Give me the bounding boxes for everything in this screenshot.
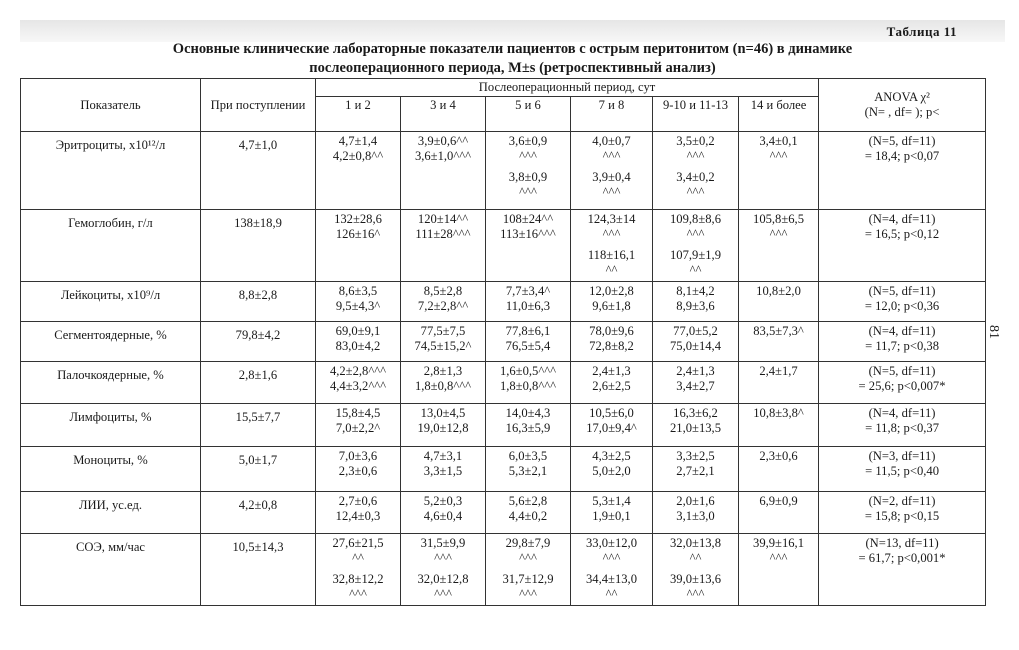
day-value-cell bbox=[739, 210, 819, 282]
day-value-cell bbox=[571, 132, 653, 210]
day-value-cell bbox=[739, 362, 819, 404]
admission-value: 4,2±0,8 bbox=[201, 492, 316, 534]
day-value-cell bbox=[739, 322, 819, 362]
value-line: 1,8±0,8^^^ bbox=[499, 379, 557, 393]
value-line: 2,8±1,3 bbox=[423, 364, 463, 378]
value-line: 4,3±2,5 bbox=[592, 449, 631, 463]
admission-value: 15,5±7,7 bbox=[201, 404, 316, 447]
day-value-cell bbox=[401, 132, 486, 210]
day-value-cell bbox=[316, 447, 401, 492]
value-line: 32,0±12,8 bbox=[417, 572, 469, 586]
anova-cell bbox=[819, 447, 986, 492]
day-value-cell bbox=[571, 404, 653, 447]
value-line: 21,0±13,5 bbox=[670, 421, 721, 435]
value-line: 5,3±2,1 bbox=[508, 464, 548, 478]
value-line: ^^^ bbox=[434, 551, 452, 565]
day-value-cell bbox=[316, 282, 401, 322]
value-line: ^^^ bbox=[686, 227, 705, 241]
day-value-cell bbox=[653, 534, 739, 606]
anova-line: = 15,8; p<0,15 bbox=[864, 509, 940, 523]
value-line: 76,5±5,4 bbox=[505, 339, 551, 353]
anova-line: = 61,7; p<0,001* bbox=[858, 551, 946, 565]
value-line: ^^^ bbox=[434, 587, 452, 601]
anova-line: (N=5, df=11) bbox=[868, 134, 936, 148]
header-day-6: 14 и более bbox=[739, 97, 819, 132]
value-line: 32,0±13,8 bbox=[670, 536, 721, 550]
value-line: ^^ bbox=[605, 263, 618, 277]
value-line: 3,8±0,9 bbox=[508, 170, 548, 184]
day-value-cell bbox=[571, 492, 653, 534]
day-value-cell bbox=[401, 447, 486, 492]
value-line: 5,2±0,3 bbox=[423, 494, 463, 508]
value-line: 4,2±2,8^^^ bbox=[329, 364, 387, 378]
value-line: 77,8±6,1 bbox=[505, 324, 551, 338]
value-line: 3,4±2,7 bbox=[676, 379, 715, 393]
value-line: 17,0±9,4^ bbox=[586, 421, 637, 435]
value-line: 109,8±8,6 bbox=[670, 212, 721, 226]
value-line: ^^^ bbox=[769, 227, 788, 241]
value-line: 74,5±15,2^ bbox=[414, 339, 472, 353]
value-line: 2,3±0,6 bbox=[338, 464, 378, 478]
value-line: 19,0±12,8 bbox=[417, 421, 469, 435]
day-value-cell bbox=[653, 322, 739, 362]
admission-value: 4,7±1,0 bbox=[201, 132, 316, 210]
value-line: 16,3±5,9 bbox=[505, 421, 551, 435]
value-line: 77,5±7,5 bbox=[420, 324, 466, 338]
anova-line: (N=5, df=11) bbox=[868, 284, 936, 298]
table-row bbox=[21, 492, 986, 534]
value-line: 16,3±6,2 bbox=[673, 406, 718, 420]
value-line: 7,7±3,4^ bbox=[505, 284, 551, 298]
table-row bbox=[21, 362, 986, 404]
anova-line: = 16,5; p<0,12 bbox=[864, 227, 940, 241]
anova-line: = 12,0; p<0,36 bbox=[864, 299, 940, 313]
day-value-cell bbox=[316, 132, 401, 210]
anova-line: = 11,5; p<0,40 bbox=[865, 464, 939, 478]
day-value-cell bbox=[653, 362, 739, 404]
value-line: 111±28^^^ bbox=[415, 227, 471, 241]
value-line: 120±14^^ bbox=[417, 212, 469, 226]
day-value-cell bbox=[401, 404, 486, 447]
anova-line: (N=4, df=11) bbox=[868, 406, 936, 420]
anova-line: (N=5, df=11) bbox=[868, 364, 936, 378]
value-line: 10,8±2,0 bbox=[756, 284, 801, 298]
value-line: 4,7±1,4 bbox=[338, 134, 378, 148]
scan-shade-band bbox=[20, 20, 1005, 42]
day-value-cell bbox=[653, 132, 739, 210]
day-value-cell bbox=[401, 322, 486, 362]
day-value-cell bbox=[739, 282, 819, 322]
table-title bbox=[20, 40, 1005, 78]
day-value-cell bbox=[653, 447, 739, 492]
value-line: 2,6±2,5 bbox=[592, 379, 631, 393]
header-day-2: 3 и 4 bbox=[401, 97, 486, 132]
header-anova bbox=[819, 79, 986, 132]
admission-value: 8,8±2,8 bbox=[201, 282, 316, 322]
value-line: 5,3±1,4 bbox=[592, 494, 631, 508]
day-value-cell bbox=[486, 210, 571, 282]
table-row bbox=[21, 132, 986, 210]
indicator-name: Палочкоядерные, % bbox=[21, 362, 201, 404]
value-line: 126±16^ bbox=[335, 227, 381, 241]
indicator-name: ЛИИ, ус.ед. bbox=[21, 492, 201, 534]
value-line: 3,6±1,0^^^ bbox=[414, 149, 472, 163]
anova-line: = 11,7; p<0,38 bbox=[865, 339, 939, 353]
day-value-cell bbox=[486, 282, 571, 322]
value-line: 8,5±2,8 bbox=[423, 284, 463, 298]
value-line: ^^^ bbox=[349, 587, 367, 601]
day-value-cell bbox=[739, 132, 819, 210]
value-line: 3,9±0,6^^ bbox=[417, 134, 469, 148]
value-line: 10,8±3,8^ bbox=[753, 406, 804, 420]
value-line: 9,6±1,8 bbox=[592, 299, 631, 313]
value-line: 31,5±9,9 bbox=[420, 536, 466, 550]
indicator-name: СОЭ, мм/час bbox=[21, 534, 201, 606]
day-value-cell bbox=[571, 322, 653, 362]
value-line: 124,3±14 bbox=[587, 212, 636, 226]
value-line: 108±24^^ bbox=[502, 212, 554, 226]
value-line: ^^^ bbox=[519, 185, 537, 199]
day-value-cell bbox=[571, 210, 653, 282]
day-value-cell bbox=[486, 534, 571, 606]
title-line-1: Основные клинические лабораторные показатели пациентов с острым перитонитом (n=46) в динамике bbox=[172, 41, 853, 57]
value-line: 7,0±3,6 bbox=[338, 449, 378, 463]
anova-cell bbox=[819, 282, 986, 322]
day-value-cell bbox=[571, 282, 653, 322]
value-line: 3,6±0,9 bbox=[508, 134, 548, 148]
value-line: ^^^ bbox=[519, 587, 537, 601]
day-value-cell bbox=[316, 492, 401, 534]
value-line: 7,2±2,8^^ bbox=[417, 299, 469, 313]
value-line: ^^ bbox=[352, 551, 364, 565]
day-value-cell bbox=[486, 322, 571, 362]
header-indicator: Показатель bbox=[21, 79, 201, 132]
value-line: 12,0±2,8 bbox=[589, 284, 634, 298]
indicator-name: Лейкоциты, х10⁹/л bbox=[21, 282, 201, 322]
anova-cell bbox=[819, 322, 986, 362]
day-value-cell bbox=[401, 362, 486, 404]
anova-cell bbox=[819, 492, 986, 534]
admission-value: 2,8±1,6 bbox=[201, 362, 316, 404]
day-value-cell bbox=[316, 404, 401, 447]
anova-cell bbox=[819, 404, 986, 447]
day-value-cell bbox=[401, 210, 486, 282]
table-row bbox=[21, 210, 986, 282]
value-line: 8,1±4,2 bbox=[676, 284, 715, 298]
value-line: 11,0±6,3 bbox=[505, 299, 551, 313]
anova-line: (N=4, df=11) bbox=[868, 212, 936, 226]
value-line: 2,7±0,6 bbox=[338, 494, 378, 508]
day-value-cell bbox=[316, 362, 401, 404]
value-line: 32,8±12,2 bbox=[332, 572, 384, 586]
day-value-cell bbox=[739, 492, 819, 534]
value-line: ^^ bbox=[689, 263, 702, 277]
value-line: 6,0±3,5 bbox=[508, 449, 548, 463]
value-line: 72,8±8,2 bbox=[589, 339, 634, 353]
value-line: 5,0±2,0 bbox=[592, 464, 631, 478]
value-line: 39,0±13,6 bbox=[670, 572, 721, 586]
header-day-3: 5 и 6 bbox=[486, 97, 571, 132]
value-line: 3,3±2,5 bbox=[676, 449, 715, 463]
day-value-cell bbox=[653, 492, 739, 534]
value-line: 12,4±0,3 bbox=[335, 509, 381, 523]
header-admission: При поступлении bbox=[201, 79, 316, 132]
header-day-5: 9-10 и 11-13 bbox=[653, 97, 739, 132]
value-line: ^^^ bbox=[602, 551, 621, 565]
value-line: 9,5±4,3^ bbox=[335, 299, 381, 313]
value-line: 15,8±4,5 bbox=[335, 406, 381, 420]
anova-cell bbox=[819, 362, 986, 404]
value-line: 2,0±1,6 bbox=[676, 494, 715, 508]
indicator-name: Лимфоциты, % bbox=[21, 404, 201, 447]
header-day-4: 7 и 8 bbox=[571, 97, 653, 132]
value-line: 2,7±2,1 bbox=[676, 464, 715, 478]
table-row bbox=[21, 282, 986, 322]
value-line: 13,0±4,5 bbox=[420, 406, 466, 420]
value-line: 4,7±3,1 bbox=[423, 449, 463, 463]
value-line: ^^^ bbox=[602, 185, 621, 199]
value-line: 7,0±2,2^ bbox=[335, 421, 381, 435]
value-line: ^^^ bbox=[519, 551, 537, 565]
day-value-cell bbox=[401, 282, 486, 322]
anova-line: = 18,4; p<0,07 bbox=[864, 149, 940, 163]
day-value-cell bbox=[653, 210, 739, 282]
indicator-name: Эритроциты, х10¹²/л bbox=[21, 132, 201, 210]
day-value-cell bbox=[486, 132, 571, 210]
day-value-cell bbox=[316, 534, 401, 606]
value-line: ^^^ bbox=[769, 149, 788, 163]
value-line: ^^^ bbox=[769, 551, 788, 565]
title-line-2: послеоперационного периода, M±s (ретроспективный анализ) bbox=[309, 60, 716, 76]
value-line: 113±16^^^ bbox=[500, 227, 556, 241]
value-line: ^^ bbox=[605, 587, 618, 601]
day-value-cell bbox=[486, 492, 571, 534]
value-line: 3,5±0,2 bbox=[676, 134, 715, 148]
header-postop-period: Послеоперационный период, сут bbox=[316, 79, 819, 97]
value-line: 2,3±0,6 bbox=[759, 449, 798, 463]
value-line: ^^^ bbox=[686, 587, 705, 601]
anova-cell bbox=[819, 534, 986, 606]
value-line: 34,4±13,0 bbox=[586, 572, 637, 586]
value-line: 83,5±7,3^ bbox=[753, 324, 804, 338]
value-line: 105,8±6,5 bbox=[753, 212, 805, 226]
indicator-name: Гемоглобин, г/л bbox=[21, 210, 201, 282]
anova-cell bbox=[819, 132, 986, 210]
day-value-cell bbox=[316, 322, 401, 362]
value-line: 83,0±4,2 bbox=[335, 339, 381, 353]
table-row bbox=[21, 322, 986, 362]
day-value-cell bbox=[739, 404, 819, 447]
value-line: 3,4±0,2 bbox=[676, 170, 715, 184]
value-line: 39,9±16,1 bbox=[753, 536, 805, 550]
admission-value: 79,8±4,2 bbox=[201, 322, 316, 362]
value-line: 77,0±5,2 bbox=[673, 324, 718, 338]
value-line: ^^^ bbox=[519, 149, 537, 163]
value-line: 3,1±3,0 bbox=[676, 509, 715, 523]
header-anova-line1: ANOVA χ² bbox=[874, 90, 930, 104]
day-value-cell bbox=[486, 447, 571, 492]
day-value-cell bbox=[401, 492, 486, 534]
value-line: 3,4±0,1 bbox=[759, 134, 798, 148]
value-line: 4,0±0,7 bbox=[592, 134, 631, 148]
header-day-1: 1 и 2 bbox=[316, 97, 401, 132]
day-value-cell bbox=[571, 362, 653, 404]
value-line: 8,6±3,5 bbox=[338, 284, 378, 298]
value-line: 27,6±21,5 bbox=[332, 536, 384, 550]
value-line: ^^^ bbox=[686, 185, 705, 199]
day-value-cell bbox=[316, 210, 401, 282]
day-value-cell bbox=[486, 362, 571, 404]
value-line: 1,9±0,1 bbox=[592, 509, 631, 523]
value-line: 2,4±1,7 bbox=[759, 364, 798, 378]
value-line: 2,4±1,3 bbox=[592, 364, 631, 378]
anova-line: = 11,8; p<0,37 bbox=[865, 421, 939, 435]
value-line: 78,0±9,6 bbox=[589, 324, 634, 338]
value-line: 2,4±1,3 bbox=[676, 364, 715, 378]
value-line: 4,4±0,2 bbox=[508, 509, 548, 523]
value-line: ^^ bbox=[689, 551, 702, 565]
value-line: 6,9±0,9 bbox=[759, 494, 798, 508]
table-row bbox=[21, 447, 986, 492]
value-line: 4,2±0,8^^ bbox=[332, 149, 384, 163]
value-line: 118±16,1 bbox=[587, 248, 636, 262]
value-line: ^^^ bbox=[602, 149, 621, 163]
day-value-cell bbox=[571, 447, 653, 492]
admission-value: 138±18,9 bbox=[201, 210, 316, 282]
indicator-name: Моноциты, % bbox=[21, 447, 201, 492]
day-value-cell bbox=[739, 447, 819, 492]
value-line: 14,0±4,3 bbox=[505, 406, 551, 420]
value-line: 132±28,6 bbox=[334, 212, 382, 226]
anova-line: (N=3, df=11) bbox=[868, 449, 936, 463]
value-line: 69,0±9,1 bbox=[335, 324, 381, 338]
anova-line: (N=4, df=11) bbox=[868, 324, 936, 338]
value-line: 1,8±0,8^^^ bbox=[414, 379, 472, 393]
anova-line: (N=2, df=11) bbox=[868, 494, 936, 508]
value-line: 29,8±7,9 bbox=[505, 536, 551, 550]
value-line: ^^^ bbox=[686, 149, 705, 163]
value-line: 5,6±2,8 bbox=[508, 494, 548, 508]
day-value-cell bbox=[653, 282, 739, 322]
day-value-cell bbox=[571, 534, 653, 606]
anova-line: = 25,6; p<0,007* bbox=[858, 379, 946, 393]
table-row bbox=[21, 534, 986, 606]
lab-results-table bbox=[20, 78, 986, 606]
value-line: 33,0±12,0 bbox=[586, 536, 637, 550]
day-value-cell bbox=[486, 404, 571, 447]
value-line: 3,9±0,4 bbox=[592, 170, 631, 184]
day-value-cell bbox=[401, 534, 486, 606]
day-value-cell bbox=[739, 534, 819, 606]
value-line: 3,3±1,5 bbox=[423, 464, 463, 478]
admission-value: 5,0±1,7 bbox=[201, 447, 316, 492]
anova-line: (N=13, df=11) bbox=[865, 536, 939, 550]
table-row bbox=[21, 404, 986, 447]
admission-value: 10,5±14,3 bbox=[201, 534, 316, 606]
day-value-cell bbox=[653, 404, 739, 447]
value-line: ^^^ bbox=[602, 227, 621, 241]
value-line: 31,7±12,9 bbox=[502, 572, 554, 586]
header-anova-line2: (N= , df= ); p< bbox=[864, 105, 940, 119]
table-number: Таблица 11 bbox=[886, 24, 957, 39]
value-line: 10,5±6,0 bbox=[589, 406, 634, 420]
anova-cell bbox=[819, 210, 986, 282]
page-number: 81 bbox=[986, 325, 1001, 339]
value-line: 107,9±1,9 bbox=[670, 248, 721, 262]
value-line: 4,6±0,4 bbox=[423, 509, 463, 523]
indicator-name: Сегментоядерные, % bbox=[21, 322, 201, 362]
value-line: 8,9±3,6 bbox=[676, 299, 715, 313]
value-line: 1,6±0,5^^^ bbox=[499, 364, 557, 378]
value-line: 75,0±14,4 bbox=[670, 339, 721, 353]
value-line: 4,4±3,2^^^ bbox=[329, 379, 387, 393]
